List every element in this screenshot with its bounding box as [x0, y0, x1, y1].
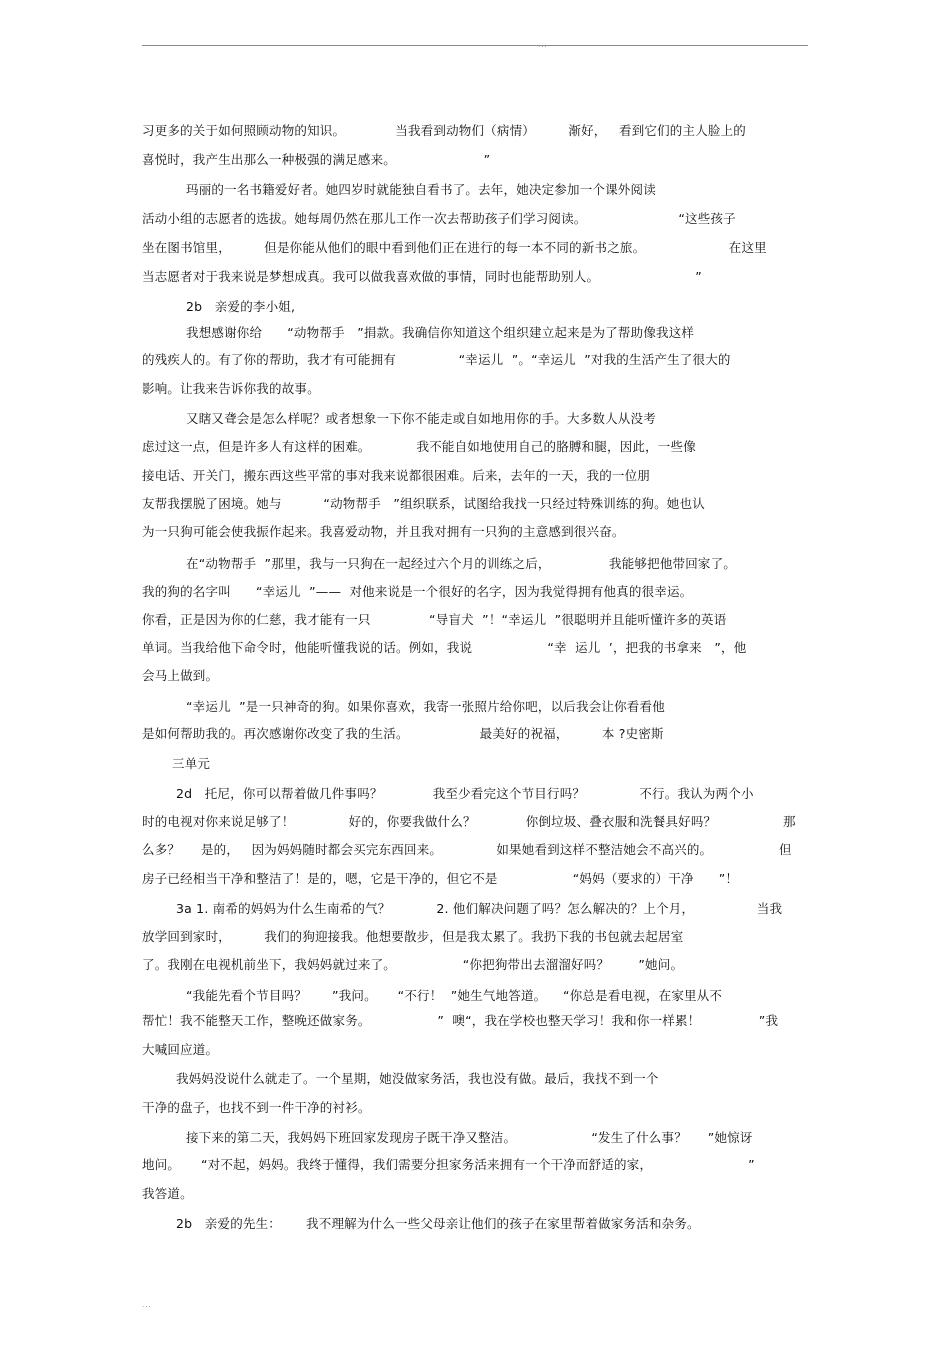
text-line: 你看，正是因为你的仁慈，我才能有一只 “导盲犬 ”！“幸运儿 ”很聪明并且能听懂许多的英语 [142, 612, 727, 627]
text-line: “我能先看个节目吗？ ”我问。 “不行！ ”她生气地答道。 “你总是看电视，在家里从不 [186, 988, 723, 1003]
text-line: 我想感谢你给 “动物帮手 ”捐款。我确信你知道这个组织建立起来是为了帮助像我这样 [186, 325, 695, 340]
text-line: 放学回到家时， 我们的狗迎接我。他想要散步，但是我太累了。我扔下我的书包就去起居室 [142, 929, 684, 944]
text-line: 影响。让我来告诉你我的故事。 [142, 381, 320, 396]
section-heading: 三单元 [172, 756, 211, 771]
header-rule [142, 45, 808, 46]
header-dots: ... [538, 41, 548, 49]
text-line: 么多？ 是的， 因为妈妈随时都会买完东西回来。 如果她看到这样不整洁她会不高兴的。 但 [142, 842, 792, 857]
text-line: 喜悦时，我产生出那么一种极强的满足感来。 ” [142, 152, 491, 167]
text-line: 了。我刚在电视机前坐下，我妈妈就过来了。 “你把狗带出去溜溜好吗？ ”她问。 [142, 957, 684, 972]
text-line: 玛丽的一名书籍爱好者。她四岁时就能独自看书了。去年，她决定参加一个课外阅读 [186, 182, 656, 197]
text-line: 我的狗的名字叫 “幸运儿 ”—— 对他来说是一个很好的名字，因为我觉得拥有他真的很幸运。 [142, 584, 693, 599]
text-line: 大喊回应道。 [142, 1042, 219, 1057]
text-line: 单词。当我给他下命令时，他能听懂我说的话。例如，我说 “幸 运儿 ’，把我的书拿来 ”，他 [142, 640, 747, 655]
text-line: 当志愿者对于我来说是梦想成真。我可以做我喜欢做的事情，同时也能帮助别人。 ” [142, 269, 702, 284]
text-line: 干净的盘子，也找不到一件干净的衬衫。 [142, 1100, 371, 1115]
text-line: 我妈妈没说什么就走了。一个星期，她没做家务活，我也没有做。最后，我找不到一个 [176, 1071, 659, 1086]
footer-dots: ... [142, 1301, 152, 1309]
text-line: 我答道。 [142, 1186, 193, 1201]
text-line: 的残疾人的。有了你的帮助，我才有可能拥有 “幸运儿 ”。“幸运儿 ”对我的生活产生了很大的 [142, 352, 731, 367]
text-line: 会马上做到。 [142, 668, 219, 683]
text-line: 是如何帮助我的。再次感谢你改变了我的生活。 最美好的祝福， 本 ?史密斯 [142, 726, 664, 741]
text-line: 又瞎又聋会是怎么样呢？或者想象一下你不能走或自如地用你的手。大多数人从没考 [186, 411, 656, 426]
text-line: 习更多的关于如何照顾动物的知识。 当我看到动物们（病情） 渐好， 看到它们的主人脸上的 [142, 123, 746, 138]
text-line: 2d 托尼，你可以帮着做几件事吗？ 我至少看完这个节目行吗？ 不行。我认为两个小 [176, 786, 754, 801]
text-line: 时的电视对你来说足够了！ 好的，你要我做什么？ 你倒垃圾、叠衣服和洗餐具好吗？ 那 [142, 814, 796, 829]
text-line: 接下来的第二天，我妈妈下班回家发现房子既干净又整洁。 “发生了什么事？ ”她惊讶 [186, 1130, 753, 1145]
text-line: 地问。 “对不起，妈妈。我终于懂得，我们需要分担家务活来拥有一个干净而舒适的家， ” [142, 1157, 755, 1172]
text-line: 活动小组的志愿者的选拔。她每周仍然在那儿工作一次去帮助孩子们学习阅读。 “这些孩子 [142, 211, 736, 226]
text-line: 接电话、开关门，搬东西这些平常的事对我来说都很困难。后来，去年的一天，我的一位朋 [142, 468, 651, 483]
text-line: 虑过这一点，但是许多人有这样的困难。 我不能自如地使用自己的胳膊和腿，因此，一些像 [142, 439, 696, 454]
text-line: 2b 亲爱的李小姐, [186, 299, 296, 314]
text-line: 在“动物帮手 ”那里，我与一只狗在一起经过六个月的训练之后， 我能够把他带回家了。 [186, 556, 737, 571]
text-line: 帮忙！我不能整天工作，整晚还做家务。 ” 噢“，我在学校也整天学习！我和你一样累！ ”我 [142, 1013, 779, 1028]
text-line: 坐在图书馆里， 但是你能从他们的眼中看到他们正在进行的每一本不同的新书之旅。 在这里 [142, 240, 767, 255]
text-line: 友帮我摆脱了困境。她与 “动物帮手 ”组织联系，试图给我找一只经过特殊训练的狗。她也认 [142, 496, 705, 511]
text-line: 房子已经相当干净和整洁了！是的，嗯，它是干净的，但它不是 “妈妈（要求的）干净 ”！ [142, 871, 739, 886]
text-line: 2b 亲爱的先生： 我不理解为什么一些父母亲让他们的孩子在家里帮着做家务活和杂务。 [176, 1216, 700, 1231]
text-line: 3a 1. 南希的妈妈为什么生南希的气？ 2. 他们解决问题了吗？怎么解决的？上个月， 当我 [176, 901, 783, 916]
text-line: 为一只狗可能会使我振作起来。我喜爱动物，并且我对拥有一只狗的主意感到很兴奋。 [142, 524, 625, 539]
text-line: “幸运儿 ”是一只神奇的狗。如果你喜欢，我寄一张照片给你吧，以后我会让你看看他 [186, 699, 665, 714]
